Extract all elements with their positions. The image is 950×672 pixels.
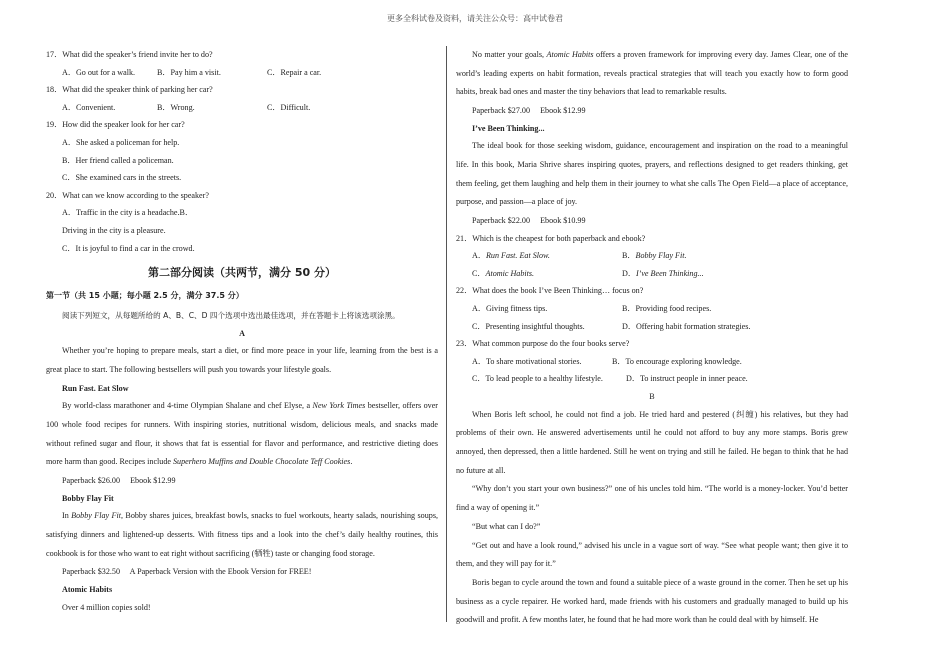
section-title: 第一节（共 15 小题；每小题 2.5 分，满分 37.5 分） [46,291,244,301]
book-title: Atomic Habits [62,585,113,595]
option: D．I’ve Been Thinking... [622,268,704,278]
option: Driving in the city is a pleasure. [62,225,166,235]
option: C．Repair a car. [267,67,322,77]
passage-paragraph: “Get out and have a look round,” advised his uncle in a vague sort of way. “See what people want; then give it to them, and they will pay for it.” [456,540,848,569]
option: C．It is joyful to find a car in the crowd. [62,243,195,253]
question-23-options [456,370,848,388]
option: A．Go out for a walk. [62,67,136,77]
question-21-options [456,265,848,283]
question-18-options [46,99,438,117]
option: A．Convenient. [62,102,116,112]
option: C．Atomic Habits. [472,268,535,278]
question-23: 23．What common purpose do the four books serve? [456,339,630,349]
book-description: No matter your goals, Atomic Habits offers a proven framework for improving every day. James Clear, one of the world’s leading experts on habit formation, reveals practical strategies that will teach you exactly how to form good habits, break bad ones and master the tiny behaviors that lead to remarkable results. [456,50,848,97]
book-copies: Over 4 million copies sold! [62,602,151,612]
question-19: 19．How did the speaker look for her car? [46,120,185,130]
question-17-options [46,64,438,82]
book-price: Paperback $27.00 Ebook $12.99 [472,106,586,116]
option: A．To share motivational stories. [472,356,582,366]
option: C．Difficult. [267,102,311,112]
option: B．Her friend called a policeman. [62,155,174,165]
passage-paragraph: When Boris left school, he could not find a job. He tried hard and pestered (纠缠) his relatives, but they had problems of their own. He answered advertisements until he could not afford to buy any more stamps. Boris grew annoyed, then depressed, then a little hardened. Still he went on trying and still he failed. He began to think that he had no future at all. [456,409,848,475]
passage-b-label: B [649,392,655,402]
option: A．Giving fitness tips. [472,304,548,314]
question-17: 17．What did the speaker’s friend invite her to do? [46,50,213,59]
book-description: By world-class marathoner and 4-time Olympian Shalane and chef Elyse, a New York Times bestseller, offers over 100 whole food recipes for runners. With inspiring stories, nutritional wisdom, delicious meals, and snacks made without refined sugar and flour, it shows that fat is essential for flavor and performance, and restrictive dieting does more harm than good. Recipes include Superhero Muffins and Double Chocolate Teff Cookies. [46,401,438,467]
question-21: 21．Which is the cheapest for both paperback and ebook? [456,233,646,243]
passage-paragraph: “Why don’t you start your own business?” one of his uncles told him. “The world is a money-locker. You’d better find a way of opening it.” [456,484,848,513]
page-header: 更多全科试卷及资料，请关注公众号：高中试卷君 [387,14,563,23]
question-21-options [456,247,848,265]
passage-paragraph: “But what can I do?” [472,521,541,531]
question-22-options [456,318,848,336]
option: A．She asked a policeman for help. [62,137,180,147]
book-price: Paperback $32.50 A Paperback Version with the Ebook Version for FREE! [62,567,312,577]
book-title: Bobby Flay Fit [62,493,114,503]
book-description: In Bobby Flay Fit, Bobby shares juices, breakfast bowls, snacks to fuel workouts, hearty salads, nourishing soups, satisfying dinners and lightened-up desserts. With fitness tips and a look into the chef’s daily healthy routines, this cookbook is for those who want to eat right without sacrificing (牺牲) taste or changing food storage. [46,511,438,558]
option: B．Bobby Flay Fit. [622,251,687,261]
question-22-options [456,300,848,318]
part-title: 第二部分阅读（共两节，满分 50 分） [148,266,336,280]
option: D．To instruct people in inner peace. [626,374,748,384]
option: C．Presenting insightful thoughts. [472,321,585,331]
passage-a-label: A [239,328,245,338]
book-price: Paperback $22.00 Ebook $10.99 [472,216,586,226]
passage-paragraph: Boris began to cycle around the town and found a suitable piece of a waste ground in the corner. Then he set up his business as a cycle repairer. He worked hard, made friends with his customers and gradually managed to build up his goodwill and profit. A few months later, he found that he had more work than he could deal with by himself. He [456,577,848,625]
book-title: Run Fast. Eat Slow [62,383,129,393]
option: A．Run Fast. Eat Slow. [472,251,550,261]
option: B．Pay him a visit. [157,67,221,77]
option: A．Traffic in the city is a headache.B． [62,208,194,218]
left-column [46,46,438,616]
right-column [456,46,848,630]
option: C．She examined cars in the streets. [62,173,182,183]
book-title: I’ve Been Thinking... [472,123,545,133]
question-20: 20．What can we know according to the speaker? [46,190,209,200]
option: D．Offering habit formation strategies. [622,321,751,331]
option: C．To lead people to a healthy lifestyle. [472,374,603,384]
option: B．To encourage exploring knowledge. [612,356,742,366]
intro-paragraph: Whether you’re hoping to prepare meals, start a diet, or find more peace in your life, learning from the best is a great place to start. The following bestsellers will push you towards your lifestyle goals. [46,346,438,375]
question-22: 22．What does the book I’ve Been Thinking… focus on? [456,286,644,296]
question-23-options [456,353,848,371]
instructions: 阅读下列短文，从每题所给的 A、B、C、D 四个选项中选出最佳选项，并在答题卡上将该选项涂黑。 [62,311,400,321]
book-description: The ideal book for those seeking wisdom, guidance, encouragement and inspiration on the road to a meaningful life. In this book, Maria Shrive shares inspiring quotes, prayers, and reflections designed to get readers thinking, get them feeling, get them laughing and help them in their journey to what she calls The Open Field—a place of acceptance, purpose, and passion—a place of joy. [456,141,848,207]
option: B．Wrong. [157,102,195,112]
book-price: Paperback $26.00 Ebook $12.99 [62,476,176,486]
option: B．Providing food recipes. [622,304,712,314]
question-18: 18．What did the speaker think of parking her car? [46,85,213,95]
column-divider [446,46,447,622]
